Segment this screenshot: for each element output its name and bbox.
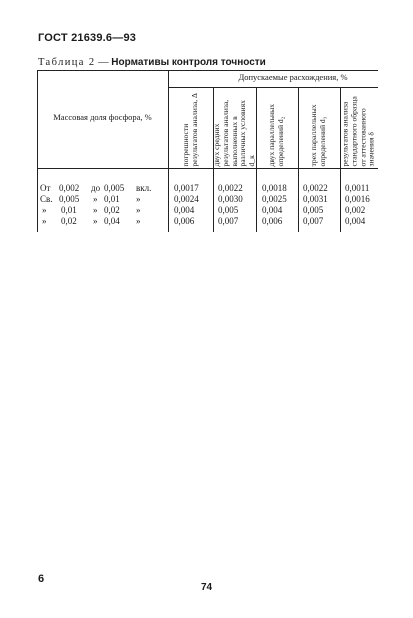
value-dk: 0,005: [218, 205, 239, 215]
value-delta: 0,0017: [174, 183, 199, 193]
value-dk: 0,0022: [218, 183, 243, 193]
page-number-center: 74: [200, 582, 213, 593]
value-sample-delta: 0,002: [345, 205, 366, 215]
value-sample-delta: 0,0011: [345, 183, 370, 193]
value-d3: 0,0022: [303, 183, 328, 193]
table-row: [37, 194, 378, 205]
value-d2: 0,0018: [262, 183, 287, 193]
value-sample-delta: 0,0016: [345, 194, 370, 204]
range-to: 0,01: [104, 194, 120, 204]
value-d2: 0,004: [262, 205, 283, 215]
value-sample-delta: 0,004: [345, 216, 366, 226]
range-to-word: »: [93, 194, 98, 204]
range-to-word: »: [93, 216, 98, 226]
subheader-cell-4: [298, 87, 340, 168]
range-suffix: вкл.: [136, 183, 152, 193]
page-number-left: 6: [38, 573, 45, 585]
value-d2: 0,006: [262, 216, 283, 226]
value-dk: 0,0030: [218, 194, 243, 204]
caption-title: Нормативы контроля точности: [111, 57, 266, 68]
subheader-sample-delta: результатов анализа стандартного образца от аттестованного значения δ: [340, 95, 376, 166]
range-from: 0,02: [61, 216, 77, 226]
group-header: Допускаемые расхождения, %: [238, 72, 348, 82]
range-suffix: »: [136, 205, 141, 215]
subheader-cell-2: [213, 87, 256, 168]
range-prefix: Св.: [40, 194, 53, 204]
table-top-rule: [37, 70, 378, 71]
range-from: 0,01: [61, 205, 77, 215]
table-caption: [38, 57, 266, 68]
value-dk: 0,007: [218, 216, 239, 226]
value-delta: 0,006: [174, 216, 195, 226]
range-to-word: до: [91, 183, 101, 193]
value-d3: 0,007: [303, 216, 324, 226]
subheader-cell-5: [340, 87, 378, 168]
subheader-cell-3: [256, 87, 298, 168]
subheader-delta: погрешности результатов анализа, Δ: [180, 92, 199, 166]
range-suffix: »: [136, 216, 141, 226]
range-suffix: »: [136, 194, 141, 204]
header-bottom-rule: [37, 168, 378, 169]
value-delta: 0,004: [174, 205, 195, 215]
standard-header: ГОСТ 21639.6—93: [38, 32, 137, 44]
table-row: [37, 205, 378, 216]
range-prefix: »: [42, 205, 47, 215]
range-prefix: »: [42, 216, 47, 226]
range-from: 0,002: [59, 183, 80, 193]
table-row: [37, 183, 378, 194]
value-d2: 0,0025: [262, 194, 287, 204]
range-to-word: »: [93, 205, 98, 215]
phosphorus-column-label: Массовая доля фосфора, %: [53, 112, 152, 122]
subheader-d2: двух параллельных определений d₂: [267, 103, 285, 166]
value-d3: 0,005: [303, 205, 324, 215]
caption-dash: —: [95, 57, 112, 68]
caption-prefix: Таблица 2: [38, 57, 96, 68]
value-d3: 0,0031: [303, 194, 328, 204]
range-to: 0,02: [104, 205, 120, 215]
range-prefix: От: [40, 183, 51, 193]
range-to: 0,04: [104, 216, 120, 226]
subheader-dk: двух средних результатов анализа, выполненных в различных условиях d_к: [211, 99, 256, 166]
subheader-cell-1: [168, 87, 213, 168]
subheader-d3: трех параллельных определений d₃: [309, 103, 327, 166]
range-from: 0,005: [59, 194, 80, 204]
table-row: [37, 216, 378, 227]
accuracy-table: [37, 70, 378, 232]
range-to: 0,005: [104, 183, 125, 193]
value-delta: 0,0024: [174, 194, 199, 204]
